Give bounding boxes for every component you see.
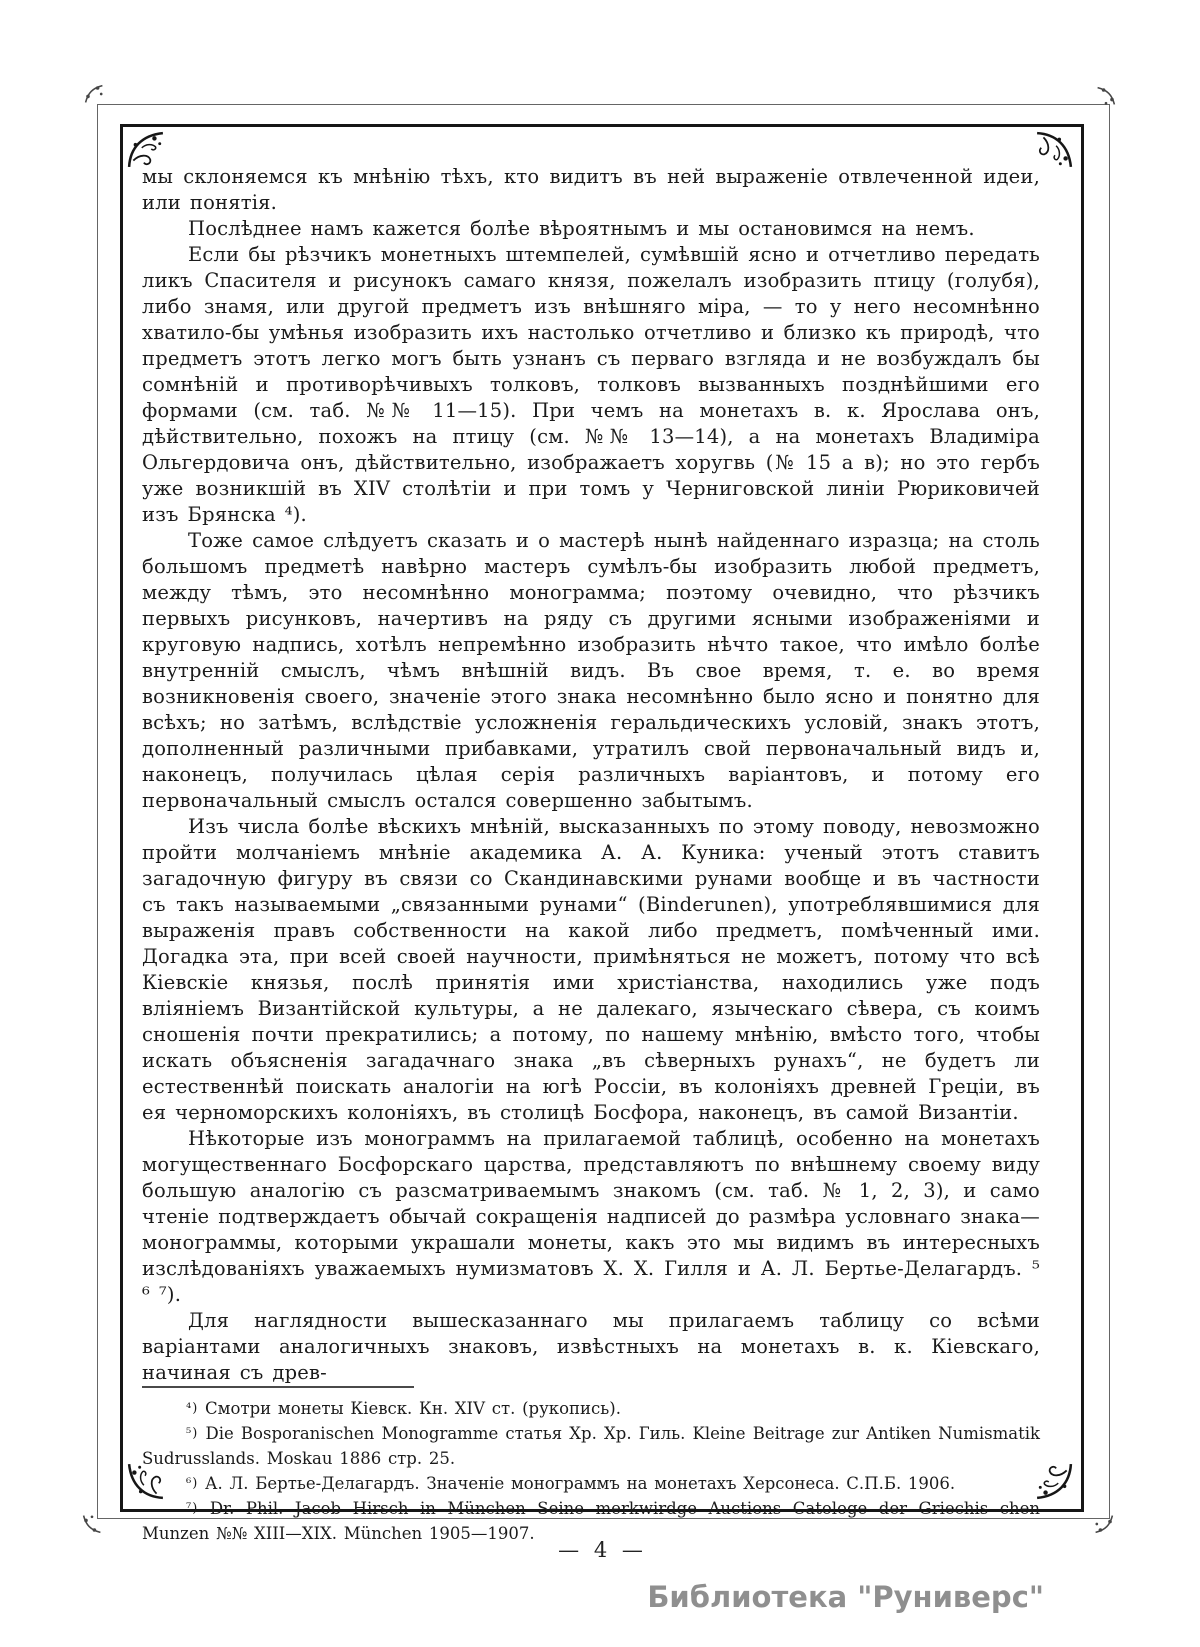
corner-flourish-icon bbox=[1035, 1462, 1073, 1500]
outer-corner-sprig-icon bbox=[1092, 1512, 1116, 1536]
footnote-marker: ⁵) bbox=[186, 1426, 199, 1441]
footnote bbox=[142, 1396, 1040, 1421]
footnote bbox=[142, 1471, 1040, 1496]
body-paragraph: Тоже самое слѣдуетъ сказать и о мастерѣ нынѣ найденнаго изразца; на столь большомъ предметѣ навѣрно мастеръ сумѣлъ-бы изобразить любой предметъ, между тѣмъ, это несомнѣнно монограмма; поэтому очевидно, что рѣзчикъ первыхъ рисунковъ, начертивъ на ряду съ другими ясными изображеніями и круговую надпись, хотѣлъ непремѣнно изобразить нѣчто такое, что имѣло болѣе внутренній смыслъ, чѣмъ внѣшній видъ. Въ свое время, т. е. во время возникновенія своего, значеніе этого знака несомнѣнно было ясно и понятно для всѣхъ; но затѣмъ, вслѣдствіе усложненія геральдическихъ условій, знакъ этотъ, дополненный различными прибавками, утратилъ свой первоначальный видъ и, наконецъ, получилась цѣлая серія различныхъ варіантовъ, и потому его первоначальный смыслъ остался совершенно забытымъ. bbox=[142, 529, 1040, 812]
corner-flourish-icon bbox=[1035, 131, 1073, 169]
footnote-text: Dr. Phil. Jacob Hirsch in München Seine merkwirdge Auctions Catologe der Griechis chen Munzen №№ XIII—XIX. München 1905—1907. bbox=[142, 1499, 1041, 1543]
outer-corner-sprig-icon bbox=[80, 1512, 104, 1536]
page-text-block bbox=[142, 164, 1041, 1543]
footnote-text: Die Bosporanischen Monogramme статья Хр. Хр. Гиль. Kleine Beitrage zur Antiken Numismatik Sudrusslands. Moskau 1886 стр. 25. bbox=[142, 1424, 1041, 1468]
body-paragraph: мы склоняемся къ мнѣнію тѣхъ, кто видитъ въ ней выраженіе отвлеченной идеи, или понятія. bbox=[142, 165, 1040, 214]
body-paragraph: Для наглядности вышесказаннаго мы прилагаемъ таблицу со всѣми варіантами аналогичныхъ знаковъ, извѣстныхъ на монетахъ в. к. Кіевскаго, начиная съ древ- bbox=[142, 1309, 1040, 1384]
footnote bbox=[142, 1421, 1040, 1471]
footnote-text: Смотри монеты Кіевск. Кн. XIV ст. (рукопись). bbox=[205, 1399, 621, 1418]
body-paragraph: Послѣднее намъ кажется болѣе вѣроятнымъ и мы остановимся на немъ. bbox=[188, 217, 975, 240]
footnote-marker: ⁴) bbox=[186, 1401, 199, 1416]
footnote-marker: ⁶) bbox=[186, 1476, 199, 1491]
footnote-separator bbox=[142, 1386, 414, 1388]
footnote-text: А. Л. Бертье-Делагардъ. Значеніе монограммъ на монетахъ Херсонеса. С.П.Б. 1906. bbox=[205, 1474, 956, 1493]
outer-corner-sprig-icon bbox=[1094, 84, 1118, 108]
footnote-marker: ⁷) bbox=[186, 1501, 199, 1516]
body-paragraph: Если бы рѣзчикъ монетныхъ штемпелей, сумѣвшій ясно и отчетливо передать ликъ Спасителя и рисунокъ самаго князя, пожелалъ изобразить птицу (голубя), либо знамя, или другой предметъ изъ внѣшняго міра, — то у него несомнѣнно хватило-бы умѣнья изобразить ихъ настолько отчетливо и близко къ природѣ, что предметъ этотъ легко могъ быть узнанъ съ перваго взгляда и не возбуждалъ бы сомнѣній и противорѣчивыхъ толковъ, толковъ вызванныхъ позднѣйшими его формами (см. таб. №№ 11—15). При чемъ на монетахъ в. к. Ярослава онъ, дѣйствительно, похожъ на птицу (см. №№ 13—14), а на монетахъ Владиміра Ольгердовича онъ, дѣйствительно, изображаетъ хоругвь (№ 15 а в); но это гербъ уже возникшій въ XIV столѣтіи и при томъ у Черниговской линіи Рюриковичей изъ Брянска ⁴). bbox=[142, 243, 1040, 526]
outer-corner-sprig-icon bbox=[82, 82, 106, 106]
page-number: — 4 — bbox=[558, 1538, 647, 1562]
body-paragraph: Нѣкоторые изъ монограммъ на прилагаемой таблицѣ, особенно на монетахъ могущественнаго Босфорскаго царства, представляютъ по внѣшнему своему виду большую аналогію съ разсматриваемымъ знакомъ (см. таб. № 1, 2, 3), и само чтеніе подтверждаетъ обычай сокращенія надписей до размѣра условнаго знака—монограммы, которыми украшали монеты, какъ это мы видимъ въ интересныхъ изслѣдованіяхъ уважаемыхъ нумизматовъ Х. Х. Гилля и А. Л. Бертье-Делагардъ. ⁵ ⁶ ⁷). bbox=[142, 1127, 1040, 1306]
library-watermark: Библиотека "Руниверс" bbox=[647, 1580, 1044, 1614]
body-paragraph: Изъ числа болѣе вѣскихъ мнѣній, высказанныхъ по этому поводу, невозможно пройти молчаніемъ мнѣніе академика А. А. Куника: ученый этотъ ставитъ загадочную фигуру въ связи со Скандинавскими рунами вообще и въ частности съ такъ называемыми „связанными рунами“ (Binderunen), употреблявшимися для выраженія правъ собственности на какой либо предметъ, помѣченный ими. Догадка эта, при всей своей научности, примѣняться не можетъ, потому что всѣ Кіевскіе князья, послѣ принятія ими христіанства, находились уже подъ вліяніемъ Византійской культуры, а не далекаго, языческаго сѣвера, съ коимъ сношенія почти прекратились; а потому, по нашему мнѣнію, вмѣсто того, чтобы искать объясненія загадачнаго знака „въ сѣверныхъ рунахъ“, не будетъ ли естественнѣй поискать аналогіи на югѣ Россіи, въ колоніяхъ древней Греціи, въ ея черноморскихъ колоніяхъ, въ столицѣ Босфора, наконецъ, въ самой Византіи. bbox=[142, 815, 1040, 1124]
footnotes-section bbox=[142, 1386, 1040, 1546]
